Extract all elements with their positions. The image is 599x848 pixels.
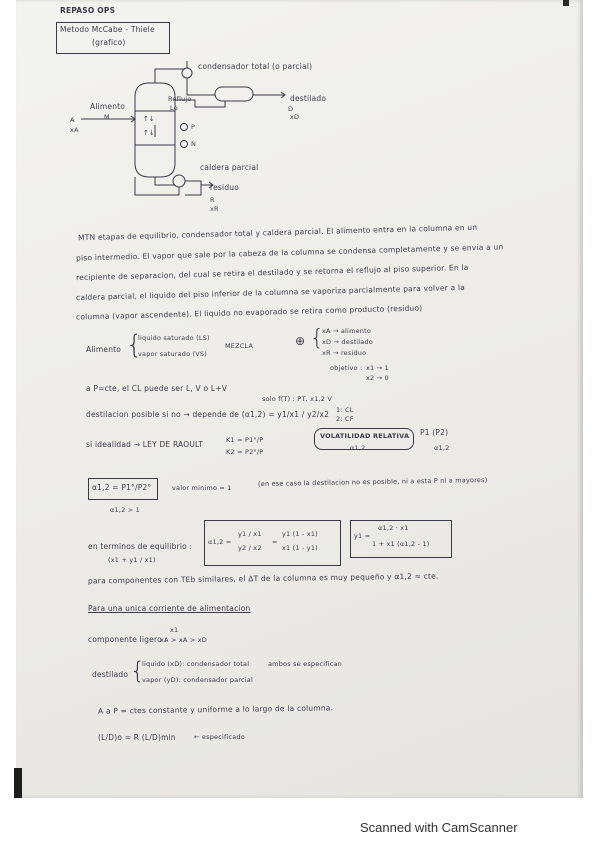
residue-label: residuo: [210, 183, 240, 192]
distillation-column-diagram: [55, 55, 355, 225]
feed-mixture-label: MEZCLA: [225, 342, 254, 350]
volatility-sub: α1,2: [434, 444, 450, 452]
eq-alpha-den: y2 / x2: [238, 544, 262, 552]
feed-types-label: Alimento: [86, 345, 122, 354]
eq-y-den: 1 + x1 (α1,2 - 1): [372, 540, 430, 548]
feed-M-label: M: [104, 113, 110, 121]
alpha-min: valor minimo = 1: [172, 484, 232, 492]
page-header: REPASO OPS: [60, 6, 116, 15]
brace-icon: {: [126, 330, 143, 360]
reboiler-symbol: [173, 175, 185, 187]
section-heading: Para una unica corriente de alimentacion: [88, 604, 251, 613]
possible-sub-2: 2: CF: [336, 415, 354, 423]
alpha-gt: α1,2 > 1: [110, 506, 140, 514]
stage-P-label: P: [191, 123, 196, 131]
alpha-box-eq: α1,2 = P1°/P2°: [92, 483, 152, 492]
equilibrium-label: en terminos de equilibrio :: [88, 542, 193, 551]
constant-note: A a P = ctes constante y uniforme a lo largo de la columna.: [97, 703, 334, 716]
k1-eq: K1 = P1°/P: [226, 436, 264, 444]
eq-alpha-rhs-num: y1 (1 - x1): [282, 530, 318, 538]
distillate-option: vapor (yD): condensador parcial: [142, 676, 253, 684]
equilibrium-sub: (x1 + y1 / x1): [108, 556, 156, 564]
comp-eq: xA > xA > xD: [160, 636, 207, 644]
svg-text:↑↓: ↑↓: [143, 115, 155, 123]
reflux-eq: (L/D)o = R (L/D)min: [98, 733, 176, 742]
ideal-note: si idealidad → LEY DE RAOULT: [86, 440, 204, 449]
feed-type-item: vapor saturado (VS): [138, 350, 207, 358]
paragraph-line: columna (vapor ascendente). El liquido no evaporado se retira como producto (residuo): [75, 303, 423, 322]
stage-N-label: N: [191, 140, 197, 148]
residue-xR-label: xR: [210, 205, 219, 213]
volatility-eq: P1 (P2): [420, 428, 449, 437]
brace-icon: {: [130, 657, 146, 685]
similar-note: para componentes con TEb similares, el ΔT de la columna es muy pequeño y α1,2 ≈ cte.: [87, 571, 439, 586]
objective-2: x2 → 0: [366, 374, 389, 382]
eq-equals: =: [272, 538, 278, 546]
bubble-note: solo f(T) : PT, x1,2 V: [262, 395, 332, 403]
objective-1: x1 → 1: [366, 364, 389, 372]
distillate-note: ambos se especifican: [268, 660, 342, 668]
pressure-note: a P=cte, el CL puede ser L, V o L+V: [86, 384, 228, 393]
title-line-2: (grafico): [92, 38, 126, 47]
reflux-note: ← especificado: [194, 733, 245, 741]
paragraph-line: piso intermedio. El vapor que sale por la cabeza de la columna se condensa completamente y se envia a un: [75, 242, 504, 263]
comp-top: x1: [170, 626, 179, 634]
reflux-drum: [215, 87, 253, 101]
reflux-sub-label: Lo: [170, 104, 178, 112]
objective-label: objetivo :: [330, 364, 363, 372]
paragraph-line: caldera parcial, el liquido del piso inferior de la columna se vaporiza parcialmente para volver a la: [75, 282, 466, 303]
distillate-D-label: D: [288, 105, 294, 113]
component-item: xA → alimento: [322, 327, 372, 335]
volatility-symbol: α1,2: [350, 444, 366, 452]
k2-eq: K2 = P2°/P: [226, 448, 264, 456]
feed-type-item: liquido saturado (LS): [138, 334, 210, 342]
possible-note: destilacion posible si no → depende de (α1,2) = y1/x1 / y2/x2: [86, 410, 330, 419]
paragraph-line: MTN etapas de equilibrio, condensador total y caldera parcial. El alimento entra en la columna en un: [77, 222, 478, 243]
feed-A-label: A: [70, 116, 75, 124]
volatility-label: VOLATILIDAD RELATIVA: [320, 432, 410, 440]
eq-alpha-rhs-den: x1 (1 - y1): [282, 544, 318, 552]
page-edge-shadow: [14, 768, 22, 798]
paragraph-line: recipiente de separacion, del cual se retira el destilado y se retorna el reflujo al piso superior. En la: [75, 262, 469, 283]
eq-y-num: α1,2 · x1: [378, 524, 409, 532]
condenser-label: condensador total (o parcial): [198, 62, 313, 71]
page-corner: [563, 0, 569, 6]
distillate-option: liquido (xD): condensador total: [142, 660, 250, 668]
possible-sub-1: 1: CL: [336, 406, 354, 414]
feed-label: Alimento: [90, 102, 126, 111]
distillate-type-label: destilado: [92, 670, 129, 679]
svg-text:↑↓: ↑↓: [143, 129, 155, 137]
component-item: xR → residuo: [322, 349, 367, 357]
eq-alpha-num: y1 / x1: [238, 530, 262, 538]
component-item: xD → destilado: [322, 338, 373, 346]
component-circle-icon: ⊕: [295, 334, 306, 348]
reboiler-label: caldera parcial: [200, 163, 259, 172]
distillate-xd-label: xD: [290, 113, 300, 121]
comp-label: componente ligero :: [88, 635, 168, 644]
brace-icon: {: [310, 326, 325, 351]
feed-xA-label: xA: [70, 126, 79, 134]
reflux-label: Reflujo: [168, 95, 192, 103]
alpha-lhs: α1,2 =: [208, 538, 232, 546]
eq-y-lhs: y1 =: [354, 532, 371, 540]
distillate-label: destilado: [290, 94, 327, 103]
scanner-watermark: Scanned with CamScanner: [360, 820, 518, 835]
title-line-1: Metodo McCabe - Thiele: [60, 25, 155, 34]
condenser-symbol: [182, 68, 192, 78]
alpha-min-note: (en ese caso la destilacion no es posible, ni a esta P ni a mayores): [257, 475, 488, 489]
residue-R-label: R: [210, 196, 215, 204]
